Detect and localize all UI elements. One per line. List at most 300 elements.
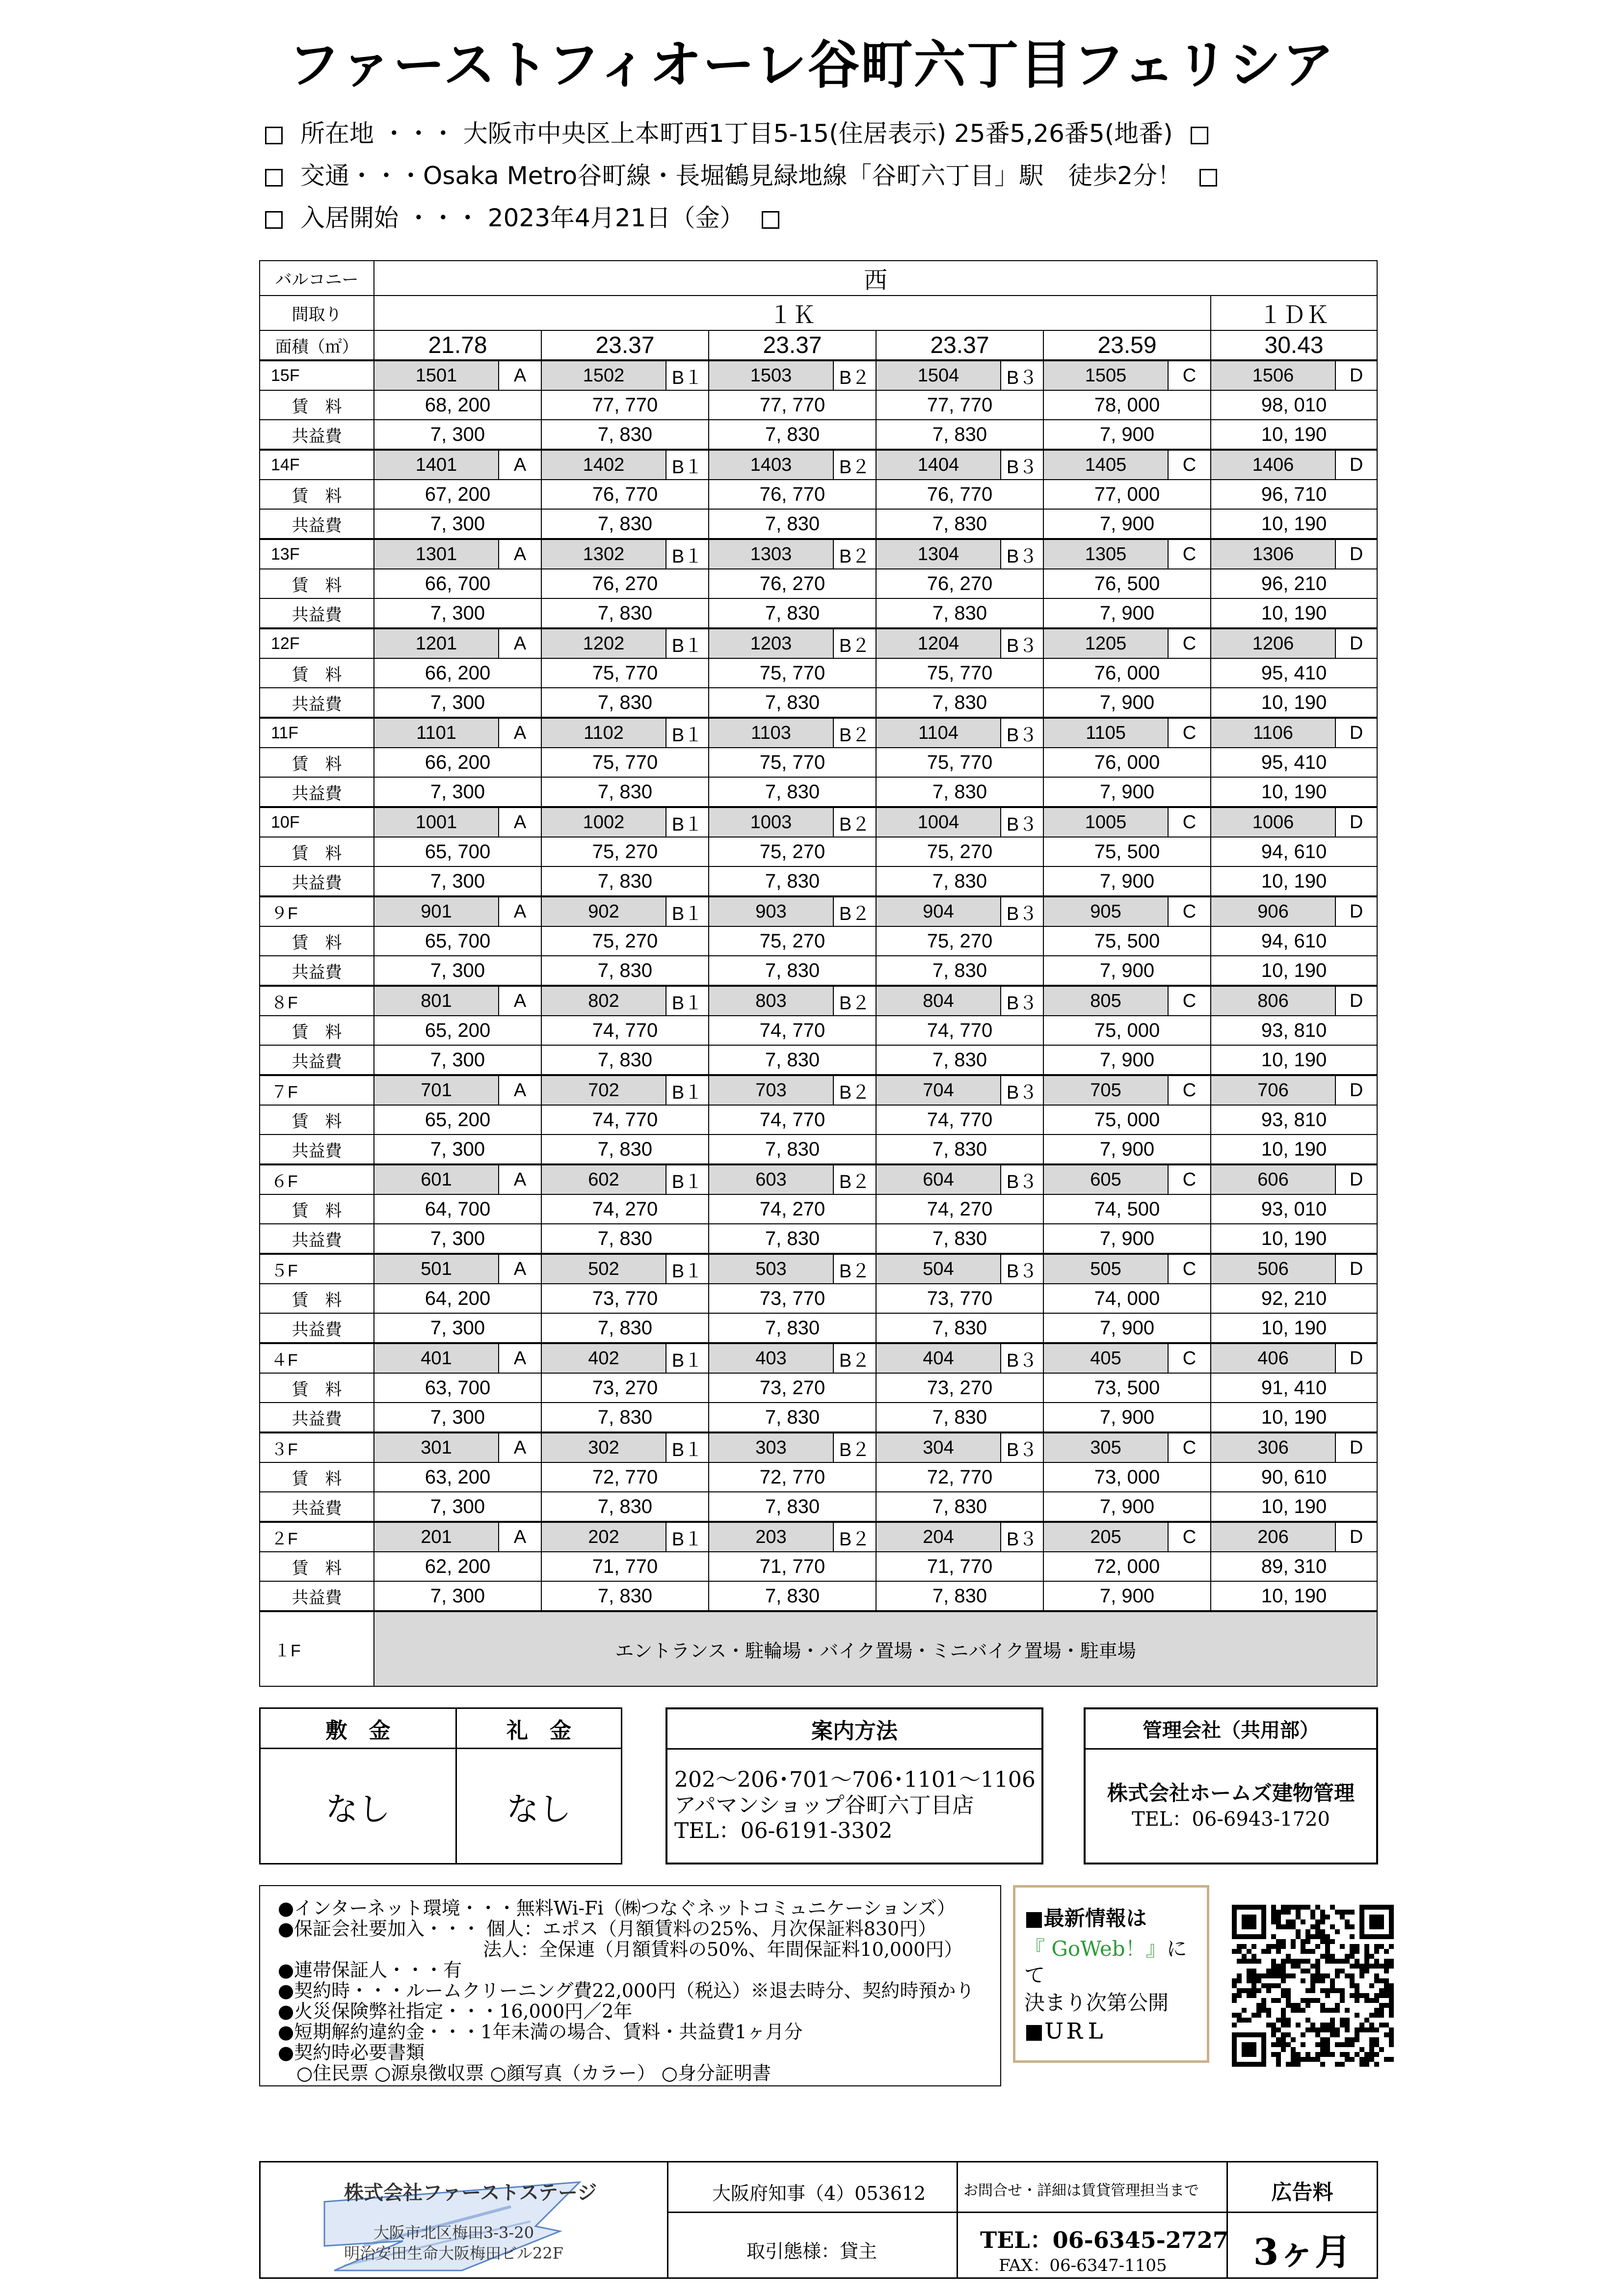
room-number: 1304 — [876, 539, 1001, 569]
room-number: 1405 — [1043, 450, 1168, 480]
rent-label: 賃 料 — [260, 926, 374, 956]
room-type: B２ — [833, 896, 876, 926]
latest-info-box — [1013, 1885, 1209, 2063]
rent-value: 93, 010 — [1211, 1194, 1377, 1224]
checkbox-icon — [1191, 127, 1208, 144]
room-type: D — [1335, 1075, 1377, 1105]
fee-row — [260, 1403, 1377, 1432]
fee-row — [260, 777, 1377, 807]
fee-value: 7, 830 — [709, 1045, 876, 1075]
rent-value: 78, 000 — [1043, 390, 1211, 420]
room-number: 702 — [541, 1075, 666, 1105]
room-type: A — [499, 1075, 541, 1105]
room-type: C — [1168, 1432, 1211, 1462]
rent-value: 76, 770 — [876, 480, 1043, 509]
note-item: ●保証会社要加入・・・ 個人：エポス（月額賃料の25%、月次保証料830円） — [278, 1918, 937, 1940]
balcony-row — [260, 261, 1377, 296]
rent-value: 71, 770 — [709, 1552, 876, 1581]
info-move-in: 入居開始 ・・・ 2023年4月21日（金） — [265, 198, 779, 234]
qr-code-icon[interactable] — [1232, 1905, 1394, 2067]
room-type: B１ — [666, 986, 709, 1016]
fee-value: 7, 300 — [374, 1403, 541, 1432]
room-number: 902 — [541, 896, 666, 926]
fee-value: 7, 300 — [374, 1313, 541, 1343]
room-number: 306 — [1211, 1432, 1335, 1462]
floor-label: 10F — [260, 807, 374, 837]
fee-value: 10, 190 — [1211, 956, 1377, 986]
room-number: 1301 — [374, 539, 499, 569]
room-type: D — [1335, 360, 1377, 390]
room-number: 1406 — [1211, 450, 1335, 480]
fee-label: 共益費 — [260, 1134, 374, 1164]
rent-label: 賃 料 — [260, 569, 374, 598]
rent-value: 64, 700 — [374, 1194, 541, 1224]
room-number: 204 — [876, 1522, 1001, 1552]
rent-label: 賃 料 — [260, 480, 374, 509]
room-number: 202 — [541, 1522, 666, 1552]
rent-value: 75, 500 — [1043, 837, 1211, 866]
room-number: 1102 — [541, 718, 666, 748]
room-number: 1101 — [374, 718, 499, 748]
room-number: 1001 — [374, 807, 499, 837]
rent-value: 74, 770 — [876, 1105, 1043, 1134]
room-number: 505 — [1043, 1254, 1168, 1284]
checkbox-icon — [1199, 169, 1217, 187]
room-number: 705 — [1043, 1075, 1168, 1105]
fee-value: 10, 190 — [1211, 1403, 1377, 1432]
rent-value: 75, 770 — [876, 748, 1043, 777]
room-type: D — [1335, 450, 1377, 480]
room-type: D — [1335, 1343, 1377, 1373]
room-number: 406 — [1211, 1343, 1335, 1373]
fee-value: 10, 190 — [1211, 1581, 1377, 1611]
fee-value: 7, 300 — [374, 688, 541, 718]
management-label: 管理会社（共用部） — [1086, 1709, 1376, 1750]
room-number: 1004 — [876, 807, 1001, 837]
fee-label: 共益費 — [260, 1313, 374, 1343]
fee-label: 共益費 — [260, 777, 374, 807]
fee-value: 7, 900 — [1043, 777, 1211, 807]
floor-row — [260, 718, 1377, 748]
fee-value: 7, 300 — [374, 866, 541, 896]
latest-line3: て — [1024, 1963, 1045, 1987]
management-box — [1084, 1707, 1378, 1864]
room-type: B２ — [833, 1432, 876, 1462]
room-type: D — [1335, 1432, 1377, 1462]
room-number: 806 — [1211, 986, 1335, 1016]
footer-address1: 大阪市北区梅田3-3-20 — [373, 2223, 534, 2242]
fee-value: 7, 830 — [876, 1224, 1043, 1254]
note-item: ●連帯保証人・・・有 — [278, 1959, 462, 1981]
layout-label: 間取り — [260, 296, 374, 330]
management-tel: TEL：06-6943-1720 — [1132, 1808, 1330, 1831]
room-number: 302 — [541, 1432, 666, 1462]
rent-value: 66, 200 — [374, 658, 541, 688]
fee-value: 7, 900 — [1043, 866, 1211, 896]
fee-value: 7, 900 — [1043, 1224, 1211, 1254]
info-access: 交通・・・Osaka Metro谷町線・長堀鶴見緑地線「谷町六丁目」駅 徒歩2分！ — [265, 156, 1217, 191]
room-type: A — [499, 539, 541, 569]
rent-value: 65, 200 — [374, 1105, 541, 1134]
rent-table — [259, 260, 1378, 1687]
fee-value: 7, 830 — [541, 1403, 709, 1432]
rent-value: 73, 770 — [541, 1284, 709, 1313]
note-item: ●契約時必要書類 — [278, 2042, 425, 2063]
rent-value: 76, 770 — [541, 480, 709, 509]
rent-value: 75, 270 — [709, 837, 876, 866]
fee-value: 7, 830 — [709, 598, 876, 628]
rent-value: 74, 270 — [541, 1194, 709, 1224]
fee-value: 7, 300 — [374, 598, 541, 628]
fee-value: 7, 830 — [876, 1581, 1043, 1611]
room-number: 703 — [709, 1075, 833, 1105]
room-type: A — [499, 1254, 541, 1284]
fee-value: 7, 300 — [374, 1492, 541, 1522]
fee-label: 共益費 — [260, 509, 374, 539]
room-type: B３ — [1001, 896, 1043, 926]
room-type: C — [1168, 807, 1211, 837]
room-type: B２ — [833, 539, 876, 569]
rent-value: 90, 610 — [1211, 1462, 1377, 1492]
fee-label: 共益費 — [260, 1403, 374, 1432]
info-location: 所在地 ・・・ 大阪市中央区上本町西1丁目5-15(住居表示) 25番5,26番5(地番) — [265, 114, 1208, 149]
fee-value: 7, 300 — [374, 1134, 541, 1164]
room-number: 1401 — [374, 450, 499, 480]
fee-value: 7, 830 — [709, 1134, 876, 1164]
room-number: 1502 — [541, 360, 666, 390]
fee-value: 7, 830 — [541, 866, 709, 896]
fee-value: 7, 900 — [1043, 598, 1211, 628]
fee-value: 7, 300 — [374, 420, 541, 450]
room-type: B１ — [666, 807, 709, 837]
room-type: B１ — [666, 1075, 709, 1105]
fee-value: 10, 190 — [1211, 1224, 1377, 1254]
room-type: A — [499, 718, 541, 748]
fee-label: 共益費 — [260, 1581, 374, 1611]
rent-value: 74, 770 — [709, 1105, 876, 1134]
latest-line5: ■ＵＲＬ — [1024, 2019, 1106, 2043]
room-number: 801 — [374, 986, 499, 1016]
fee-value: 7, 830 — [876, 956, 1043, 986]
rent-label: 賃 料 — [260, 1284, 374, 1313]
room-type: B１ — [666, 896, 709, 926]
area-value: 23.59 — [1043, 330, 1211, 360]
room-type: B３ — [1001, 718, 1043, 748]
room-type: C — [1168, 896, 1211, 926]
room-number: 906 — [1211, 896, 1335, 926]
room-number: 1403 — [709, 450, 833, 480]
footer-transaction: 取引態様：貸主 — [746, 2241, 878, 2262]
rent-value: 77, 770 — [541, 390, 709, 420]
floor-row — [260, 1432, 1377, 1462]
rent-value: 74, 270 — [876, 1194, 1043, 1224]
fee-value: 10, 190 — [1211, 420, 1377, 450]
fee-value: 7, 830 — [541, 1492, 709, 1522]
room-number: 901 — [374, 896, 499, 926]
rent-value: 65, 200 — [374, 1016, 541, 1045]
fee-value: 7, 900 — [1043, 1403, 1211, 1432]
page-title: ファーストフィオーレ谷町六丁目フェリシア — [288, 34, 1335, 95]
fee-value: 7, 300 — [374, 777, 541, 807]
fee-value: 7, 830 — [541, 420, 709, 450]
room-number: 903 — [709, 896, 833, 926]
rent-value: 75, 770 — [541, 748, 709, 777]
rent-value: 76, 770 — [709, 480, 876, 509]
fee-label: 共益費 — [260, 866, 374, 896]
room-type: B３ — [1001, 628, 1043, 658]
room-type: B１ — [666, 1164, 709, 1194]
footer-ad-label: 広告料 — [1271, 2180, 1333, 2204]
room-number: 802 — [541, 986, 666, 1016]
room-type: C — [1168, 628, 1211, 658]
rent-row — [260, 748, 1377, 777]
room-number: 604 — [876, 1164, 1001, 1194]
floor1-description: エントランス・駐輪場・バイク置場・ミニバイク置場・駐車場 — [374, 1611, 1377, 1686]
room-type: A — [499, 450, 541, 480]
rent-value: 73, 270 — [709, 1373, 876, 1403]
rent-value: 76, 270 — [876, 569, 1043, 598]
fee-value: 7, 830 — [876, 688, 1043, 718]
rent-value: 73, 500 — [1043, 1373, 1211, 1403]
rent-value: 75, 270 — [876, 837, 1043, 866]
rent-row — [260, 1373, 1377, 1403]
floor-row — [260, 896, 1377, 926]
checkbox-icon — [265, 127, 283, 144]
fee-value: 7, 900 — [1043, 1313, 1211, 1343]
room-type: B３ — [1001, 1343, 1043, 1373]
fee-value: 7, 300 — [374, 956, 541, 986]
rent-value: 71, 770 — [876, 1552, 1043, 1581]
room-number: 1404 — [876, 450, 1001, 480]
rent-value: 72, 770 — [709, 1462, 876, 1492]
rent-value: 73, 770 — [876, 1284, 1043, 1313]
room-type: C — [1168, 1254, 1211, 1284]
fee-value: 7, 900 — [1043, 420, 1211, 450]
room-type: A — [499, 896, 541, 926]
room-type: B２ — [833, 450, 876, 480]
rent-label: 賃 料 — [260, 1016, 374, 1045]
deposit-keymoney-box — [259, 1707, 622, 1864]
rent-value: 74, 770 — [541, 1105, 709, 1134]
fee-label: 共益費 — [260, 1492, 374, 1522]
rent-value: 63, 700 — [374, 1373, 541, 1403]
footer-company: 株式会社ファーストステージ — [344, 2181, 597, 2204]
fee-row — [260, 1492, 1377, 1522]
floor-label: 13F — [260, 539, 374, 569]
room-type: D — [1335, 807, 1377, 837]
rent-value: 75, 000 — [1043, 1105, 1211, 1134]
room-number: 205 — [1043, 1522, 1168, 1552]
fee-value: 7, 830 — [541, 1581, 709, 1611]
room-number: 701 — [374, 1075, 499, 1105]
floor-label: ９F — [260, 896, 374, 926]
floor1-label: １F — [260, 1611, 374, 1686]
rent-value: 89, 310 — [1211, 1552, 1377, 1581]
fee-value: 7, 830 — [876, 777, 1043, 807]
room-type: B３ — [1001, 807, 1043, 837]
room-type: C — [1168, 450, 1211, 480]
rent-value: 77, 000 — [1043, 480, 1211, 509]
rent-value: 72, 000 — [1043, 1552, 1211, 1581]
room-type: B３ — [1001, 539, 1043, 569]
room-number: 904 — [876, 896, 1001, 926]
room-type: D — [1335, 539, 1377, 569]
rent-row — [260, 658, 1377, 688]
room-number: 704 — [876, 1075, 1001, 1105]
footer-tel[interactable]: TEL：06-6345-2727 — [980, 2227, 1228, 2253]
fee-label: 共益費 — [260, 420, 374, 450]
room-number: 303 — [709, 1432, 833, 1462]
room-number: 301 — [374, 1432, 499, 1462]
room-type: C — [1168, 1343, 1211, 1373]
room-type: B２ — [833, 1075, 876, 1105]
room-type: A — [499, 807, 541, 837]
floor-row — [260, 539, 1377, 569]
rent-value: 65, 700 — [374, 926, 541, 956]
room-type: A — [499, 1522, 541, 1552]
floor-row — [260, 807, 1377, 837]
floor-row — [260, 1522, 1377, 1552]
fee-label: 共益費 — [260, 956, 374, 986]
key-money-label: 礼 金 — [457, 1709, 621, 1749]
room-number: 501 — [374, 1254, 499, 1284]
room-number: 1002 — [541, 807, 666, 837]
rent-value: 76, 000 — [1043, 748, 1211, 777]
room-number: 506 — [1211, 1254, 1335, 1284]
rent-value: 66, 700 — [374, 569, 541, 598]
fee-value: 10, 190 — [1211, 1313, 1377, 1343]
room-type: B１ — [666, 1254, 709, 1284]
rent-row — [260, 1552, 1377, 1581]
rent-row — [260, 1016, 1377, 1045]
rent-value: 68, 200 — [374, 390, 541, 420]
fee-value: 7, 830 — [876, 1403, 1043, 1432]
guide-box — [665, 1707, 1043, 1864]
checkbox-icon — [265, 211, 283, 229]
layout-1k: １Ｋ — [374, 296, 1211, 330]
room-number: 1203 — [709, 628, 833, 658]
goweb-link[interactable]: 『 GoWeb！』 — [1024, 1937, 1167, 1961]
room-number: 304 — [876, 1432, 1001, 1462]
area-value: 23.37 — [709, 330, 876, 360]
room-number: 1506 — [1211, 360, 1335, 390]
fee-value: 10, 190 — [1211, 866, 1377, 896]
room-number: 503 — [709, 1254, 833, 1284]
fee-row — [260, 688, 1377, 718]
room-number: 606 — [1211, 1164, 1335, 1194]
room-number: 504 — [876, 1254, 1001, 1284]
rent-value: 74, 270 — [709, 1194, 876, 1224]
room-number: 402 — [541, 1343, 666, 1373]
room-type: C — [1168, 1522, 1211, 1552]
room-type: D — [1335, 718, 1377, 748]
room-number: 1106 — [1211, 718, 1335, 748]
fee-value: 7, 900 — [1043, 1045, 1211, 1075]
balcony-value: 西 — [374, 261, 1377, 296]
rent-value: 74, 770 — [541, 1016, 709, 1045]
area-value: 21.78 — [374, 330, 541, 360]
fee-value: 10, 190 — [1211, 1045, 1377, 1075]
rent-row — [260, 1194, 1377, 1224]
fee-value: 7, 830 — [541, 777, 709, 807]
room-number: 405 — [1043, 1343, 1168, 1373]
fee-value: 7, 830 — [876, 1492, 1043, 1522]
floor-row — [260, 628, 1377, 658]
room-type: B１ — [666, 1343, 709, 1373]
room-number: 401 — [374, 1343, 499, 1373]
fee-value: 7, 900 — [1043, 1492, 1211, 1522]
room-number: 1204 — [876, 628, 1001, 658]
balcony-label: バルコニー — [260, 261, 374, 296]
rent-row — [260, 1462, 1377, 1492]
rent-value: 71, 770 — [541, 1552, 709, 1581]
rent-value: 75, 270 — [541, 926, 709, 956]
fee-value: 7, 830 — [541, 509, 709, 539]
rent-label: 賃 料 — [260, 1462, 374, 1492]
room-number: 603 — [709, 1164, 833, 1194]
room-number: 403 — [709, 1343, 833, 1373]
room-type: B３ — [1001, 986, 1043, 1016]
room-type: B２ — [833, 360, 876, 390]
rent-value: 73, 770 — [709, 1284, 876, 1313]
room-number: 1504 — [876, 360, 1001, 390]
room-type: A — [499, 1343, 541, 1373]
rent-label: 賃 料 — [260, 837, 374, 866]
rent-value: 66, 200 — [374, 748, 541, 777]
room-number: 1501 — [374, 360, 499, 390]
footer-license: 大阪府知事（4）053612 — [712, 2183, 926, 2204]
fee-value: 7, 830 — [541, 688, 709, 718]
rent-value: 75, 270 — [876, 926, 1043, 956]
note-item: ○住民票 ○源泉徴収票 ○顔写真（カラー） ○身分証明書 — [278, 2062, 771, 2084]
fee-value: 10, 190 — [1211, 509, 1377, 539]
rent-value: 73, 270 — [876, 1373, 1043, 1403]
fee-row — [260, 509, 1377, 539]
room-type: D — [1335, 896, 1377, 926]
room-type: B１ — [666, 450, 709, 480]
room-number: 502 — [541, 1254, 666, 1284]
fee-value: 7, 300 — [374, 509, 541, 539]
fee-value: 7, 830 — [876, 509, 1043, 539]
rent-value: 73, 000 — [1043, 1462, 1211, 1492]
fee-value: 7, 830 — [876, 1134, 1043, 1164]
rent-label: 賃 料 — [260, 390, 374, 420]
rent-value: 75, 770 — [876, 658, 1043, 688]
floor-label: ５F — [260, 1254, 374, 1284]
room-type: B１ — [666, 360, 709, 390]
room-type: B３ — [1001, 1254, 1043, 1284]
fee-value: 7, 830 — [876, 598, 1043, 628]
rent-row — [260, 569, 1377, 598]
fee-row — [260, 956, 1377, 986]
room-number: 803 — [709, 986, 833, 1016]
floor-row — [260, 450, 1377, 480]
fee-value: 7, 830 — [541, 1134, 709, 1164]
fee-value: 7, 830 — [709, 956, 876, 986]
rent-value: 72, 770 — [876, 1462, 1043, 1492]
room-number: 305 — [1043, 1432, 1168, 1462]
footer-ad-value: 3ヶ月 — [1253, 2231, 1352, 2273]
rent-value: 95, 410 — [1211, 748, 1377, 777]
rent-value: 75, 270 — [709, 926, 876, 956]
fee-value: 7, 830 — [876, 1045, 1043, 1075]
rent-value: 74, 770 — [876, 1016, 1043, 1045]
floor-label: ２F — [260, 1522, 374, 1552]
room-number: 404 — [876, 1343, 1001, 1373]
fee-value: 7, 300 — [374, 1224, 541, 1254]
rent-value: 95, 410 — [1211, 658, 1377, 688]
fee-value: 7, 830 — [876, 420, 1043, 450]
